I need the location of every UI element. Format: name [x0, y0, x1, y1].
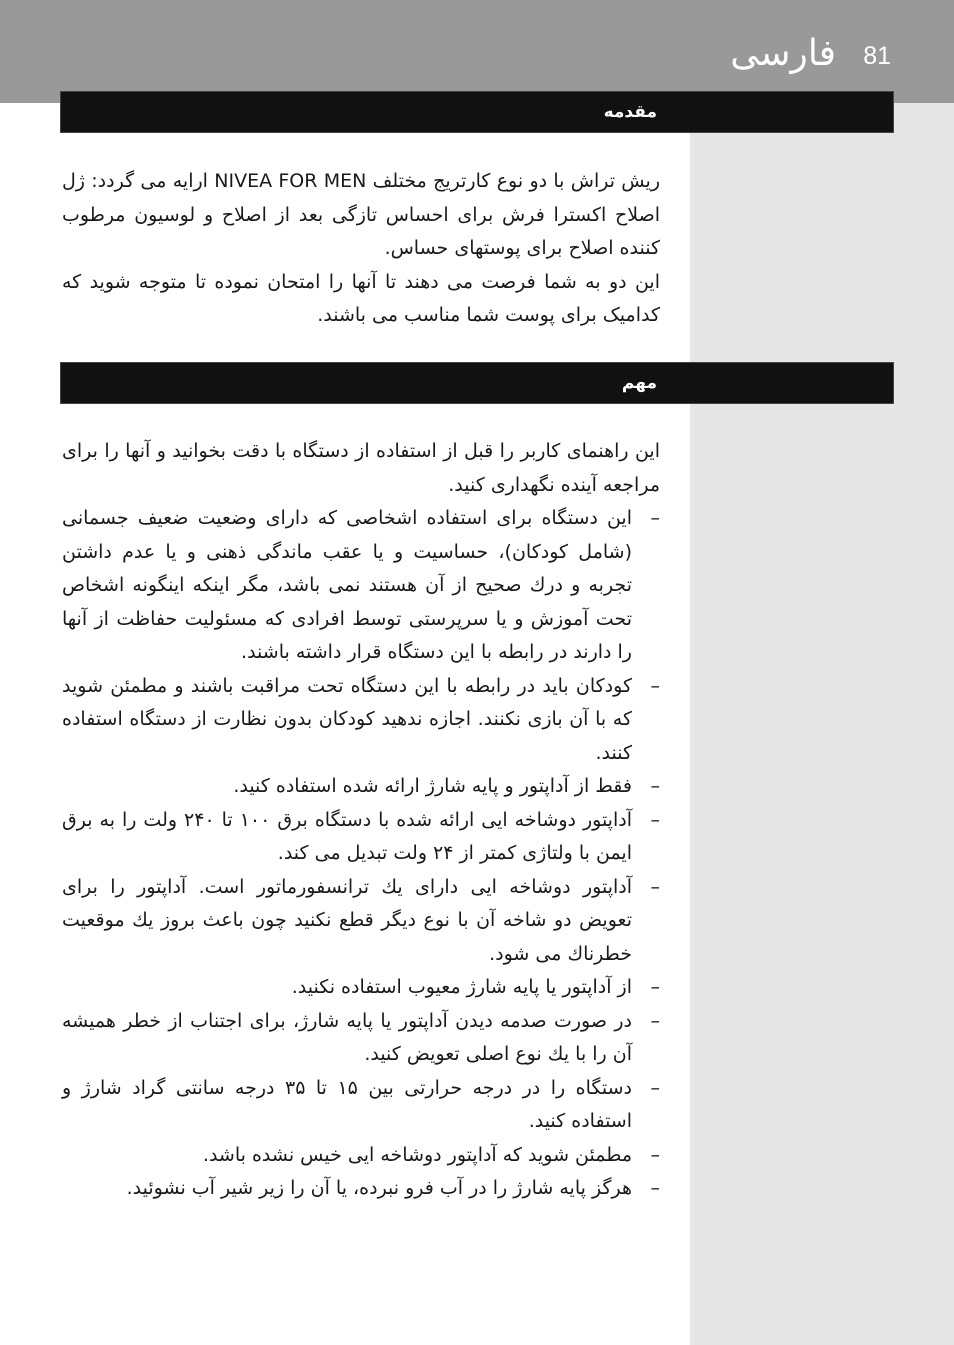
intro-text: [62, 165, 660, 333]
list-item: – دستگاه را در درجه حرارتی بین ۱۵ تا ۳۵ درجه سانتی گراد شارژ و استفاده کنید.: [62, 1072, 660, 1139]
bullet-dash: –: [650, 775, 660, 797]
bullet-dash: –: [650, 1009, 660, 1032]
bullet-dash: –: [650, 1076, 660, 1099]
bullet-dash: –: [650, 976, 660, 998]
header-language: فارسی: [730, 33, 836, 74]
list-item: – آداپتور دوشاخه ایی ارائه شده با دستگاه برق ۱۰۰ تا ۲۴۰ ولت را به برق ایمن با ولتاژی کمتر از ۲۴ ولت تبدیل می کند.: [62, 804, 660, 871]
list-item: – از آداپتور یا پایه شارژ معیوب استفاده نکنید.: [62, 971, 660, 1005]
intro-paragraph-1: ریش تراش با دو نوع کارتریج مختلف NIVEA FOR MEN ارایه می گردد: ژل اصلاح اکسترا فرش برای احساس تازگی بعد از اصلاح و لوسیون مرطوب کننده اصلاح برای پوستهای حساس.: [62, 170, 660, 259]
section-bar-important: [60, 362, 894, 404]
bullet-dash: –: [650, 674, 660, 697]
list-item: – کودکان باید در رابطه با این دستگاه تحت مراقبت باشند و مطمئن شوید که با آن بازی نکنند. اجازه ندهید کودکان بدون نظارت از دستگاه استفاده کنند.: [62, 670, 660, 771]
list-item: – آداپتور دوشاخه ایی دارای يك ترانسفورماتور است. آداپتور را برای تعویض دو شاخه آن با نوع دیگر قطع نکنید چون باعث بروز يك موقعیت خطرناك می شود.: [62, 871, 660, 972]
important-text: [62, 435, 660, 1206]
list-item: – در صورت صدمه دیدن آداپتور یا پایه شارژ، برای اجتناب از خطر همیشه آن را با يك نوع اصلی تعویض کنید.: [62, 1005, 660, 1072]
section-bar-intro: [60, 91, 894, 133]
bullet-dash: –: [650, 1143, 660, 1166]
important-bullet-list: [62, 502, 660, 1206]
important-intro: این راهنمای کاربر را قبل از استفاده از دستگاه با دقت بخوانید و آنها را برای مراجعه آینده نگهداری کنید.: [62, 440, 660, 496]
bullet-dash: –: [650, 507, 660, 529]
list-item: – فقط از آداپتور و پایه شارژ ارائه شده استفاده کنید.: [62, 770, 660, 804]
list-item: – هرگز پایه شارژ را در آب فرو نبرده، یا آن را زیر شیر آب نشوئید.: [62, 1172, 660, 1206]
section-title-intro: مقدمه: [603, 102, 657, 122]
intro-paragraph-2: این دو به شما فرصت می دهند تا آنها را امتحان نموده تا متوجه شوید که کدامیک برای پوست شما مناسب می باشند.: [62, 270, 660, 326]
section-title-important: مهم: [621, 373, 657, 393]
list-item: – مطمئن شوید که آداپتور دوشاخه ایی خیس نشده باشد.: [62, 1139, 660, 1173]
bullet-dash: –: [650, 875, 660, 898]
bullet-dash: –: [650, 1177, 660, 1199]
page-number: 81: [863, 42, 891, 70]
side-margin-column: [690, 103, 954, 1345]
bullet-dash: –: [650, 808, 660, 831]
list-item: – این دستگاه برای استفاده اشخاصی که دارای وضعیت ضعیف جسمانی (شامل کودکان)، حساسیت و یا عقب ماندگی ذهنی و یا عدم داشتن تجربه و درك صحیح از آن هستند نمی باشد، مگر اینکه اینگونه اشخاص تحت آموزش و یا سرپرستی توسط افرادی که مسئولیت حفاظت از آنها را دارند در رابطه با این دستگاه قرار داشته باشند.: [62, 502, 660, 670]
